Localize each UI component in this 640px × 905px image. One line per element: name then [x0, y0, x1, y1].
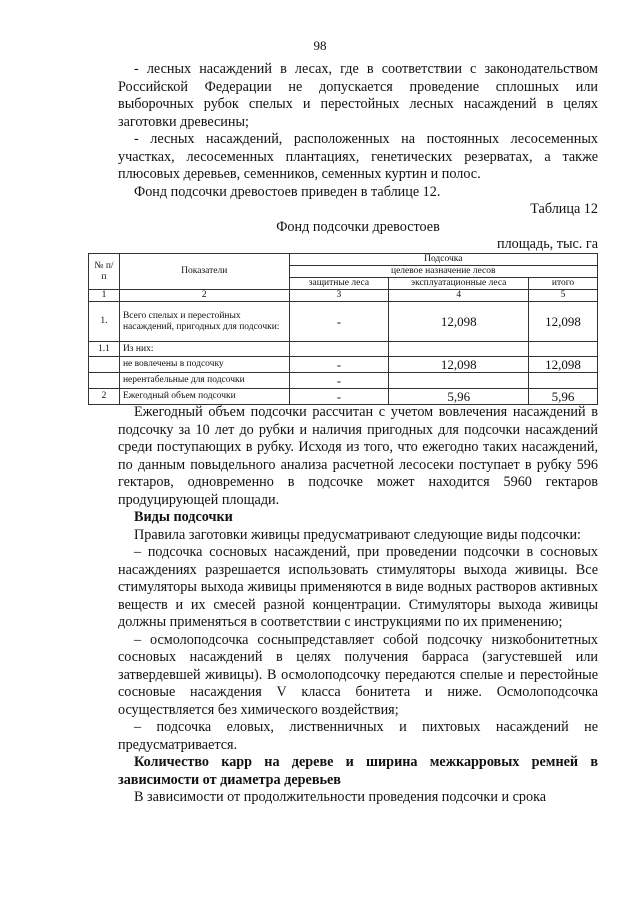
body-block: [118, 404, 598, 807]
para-protected-forests: - лесных насаждений в лесах, где в соответствии с законодательством Российской Федерации не допускается проведение сплошных или выборочных рубок спелых и перестойных лесных насаждений в целях заготовки древесины;: [118, 61, 598, 130]
row-total: 12,098: [529, 357, 598, 373]
header-indicators: Показатели: [119, 254, 289, 290]
para-spruce-tapping: – подсочка еловых, лиственничных и пихтовых насаждений не предусматривается.: [118, 719, 598, 753]
row-num: 1.: [89, 302, 120, 342]
row-exploitation: 5,96: [389, 389, 529, 405]
table-row: [89, 342, 598, 357]
header-exploitation: эксплуатационные леса: [389, 278, 529, 290]
para-fund-reference: Фонд подсочки древостоев приведен в таблице 12.: [134, 183, 441, 200]
row-protective: [289, 342, 389, 357]
table-title: Фонд подсочки древостоев: [276, 218, 440, 235]
row-total: [529, 373, 598, 389]
heading-carr-count: Количество карр на дереве и ширина межкарровых ремней в зависимости от диаметра деревьев: [118, 754, 598, 788]
row-num: [89, 373, 120, 389]
row-label: не вовлечены в подсочку: [119, 357, 289, 373]
para-resin-tapping: – осмолоподсочка сосныпредставляет собой подсочку низкобонитетных сосновых насаждений в целях получения барраса (загустевшей или затвердевшей живицы). В осмолоподсочку передаются спелые и перестойные сосновые насаждения V класса бонитета и ниже. Осмолоподсочка осуществляется без химического воздействия;: [118, 631, 598, 718]
colnum: 3: [289, 290, 389, 302]
para-rules: Правила заготовки живицы предусматривают следующие виды подсочки:: [134, 526, 581, 543]
colnum: 2: [119, 290, 289, 302]
row-exploitation: [389, 342, 529, 357]
row-num: 1.1: [89, 342, 120, 357]
row-protective: -: [289, 389, 389, 405]
para-annual-volume: Ежегодный объем подсочки рассчитан с учетом вовлечения насаждений в подсочку за 10 лет до рубки и наличия пригодных для подсочки насаждений среди поступающих в рубку. Исходя из того, что ежегодно таких насаждений, по данным повыдельного анализа расчетной лесосеки поступает в рубку 596 гектаров, одновременно в подсочке может находится 5960 гектаров продуцирующей площади.: [118, 404, 598, 508]
row-label: Ежегодный объем подсочки: [119, 389, 289, 405]
table-units: площадь, тыс. га: [496, 236, 598, 252]
row-total: 5,96: [529, 389, 598, 405]
table-row: [89, 373, 598, 389]
table-label: Таблица 12: [530, 201, 598, 217]
heading-tapping-types: Виды подсочки: [134, 509, 233, 525]
para-pine-tapping: – подсочка сосновых насаждений, при проведении подсочки в сосновых насаждениях разрешается использовать стимуляторы выхода живицы. Все стимуляторы выхода живицы применяются в виде водных растворов активных веществ и их смесей разной концентрации. Стимуляторы выхода живицы должны применяться в соответствии с инструкциями по их применению;: [118, 544, 598, 630]
colnum: 1: [89, 290, 120, 302]
row-num: 2: [89, 389, 120, 405]
tapping-fund-table: [88, 253, 598, 405]
header-protective: защитные леса: [289, 278, 389, 290]
para-seed-stands: - лесных насаждений, расположенных на постоянных лесосеменных участках, лесосеменных плантациях, генетических резерватах, а также плюсовых деревьев, семенников, семенных куртин и полос.: [118, 131, 598, 182]
row-exploitation: [389, 373, 529, 389]
colnum: 5: [529, 290, 598, 302]
header-num: № п/п: [89, 254, 120, 290]
row-protective: -: [289, 357, 389, 373]
row-label: Из них:: [119, 342, 289, 357]
row-label: нерентабельные для подсочки: [119, 373, 289, 389]
table-row: [89, 357, 598, 373]
para-duration: В зависимости от продолжительности проведения подсочки и срока: [134, 789, 547, 805]
table-row: [89, 389, 598, 405]
row-exploitation: 12,098: [389, 302, 529, 342]
row-num: [89, 357, 120, 373]
row-protective: -: [289, 373, 389, 389]
row-total: [529, 342, 598, 357]
header-total: итого: [529, 278, 598, 290]
row-exploitation: 12,098: [389, 357, 529, 373]
colnum: 4: [389, 290, 529, 302]
table-colnum-row: [89, 290, 598, 302]
row-protective: -: [289, 302, 389, 342]
page-number: 98: [313, 38, 327, 53]
row-label: Всего спелых и перестойных насаждений, пригодных для подсочки:: [119, 302, 289, 342]
header-purpose: целевое назначение лесов: [289, 266, 597, 278]
table-row: [89, 302, 598, 342]
table-header-row-1: [89, 254, 598, 266]
header-tapping: Подсочка: [289, 254, 597, 266]
row-total: 12,098: [529, 302, 598, 342]
intro-block: [118, 61, 598, 254]
